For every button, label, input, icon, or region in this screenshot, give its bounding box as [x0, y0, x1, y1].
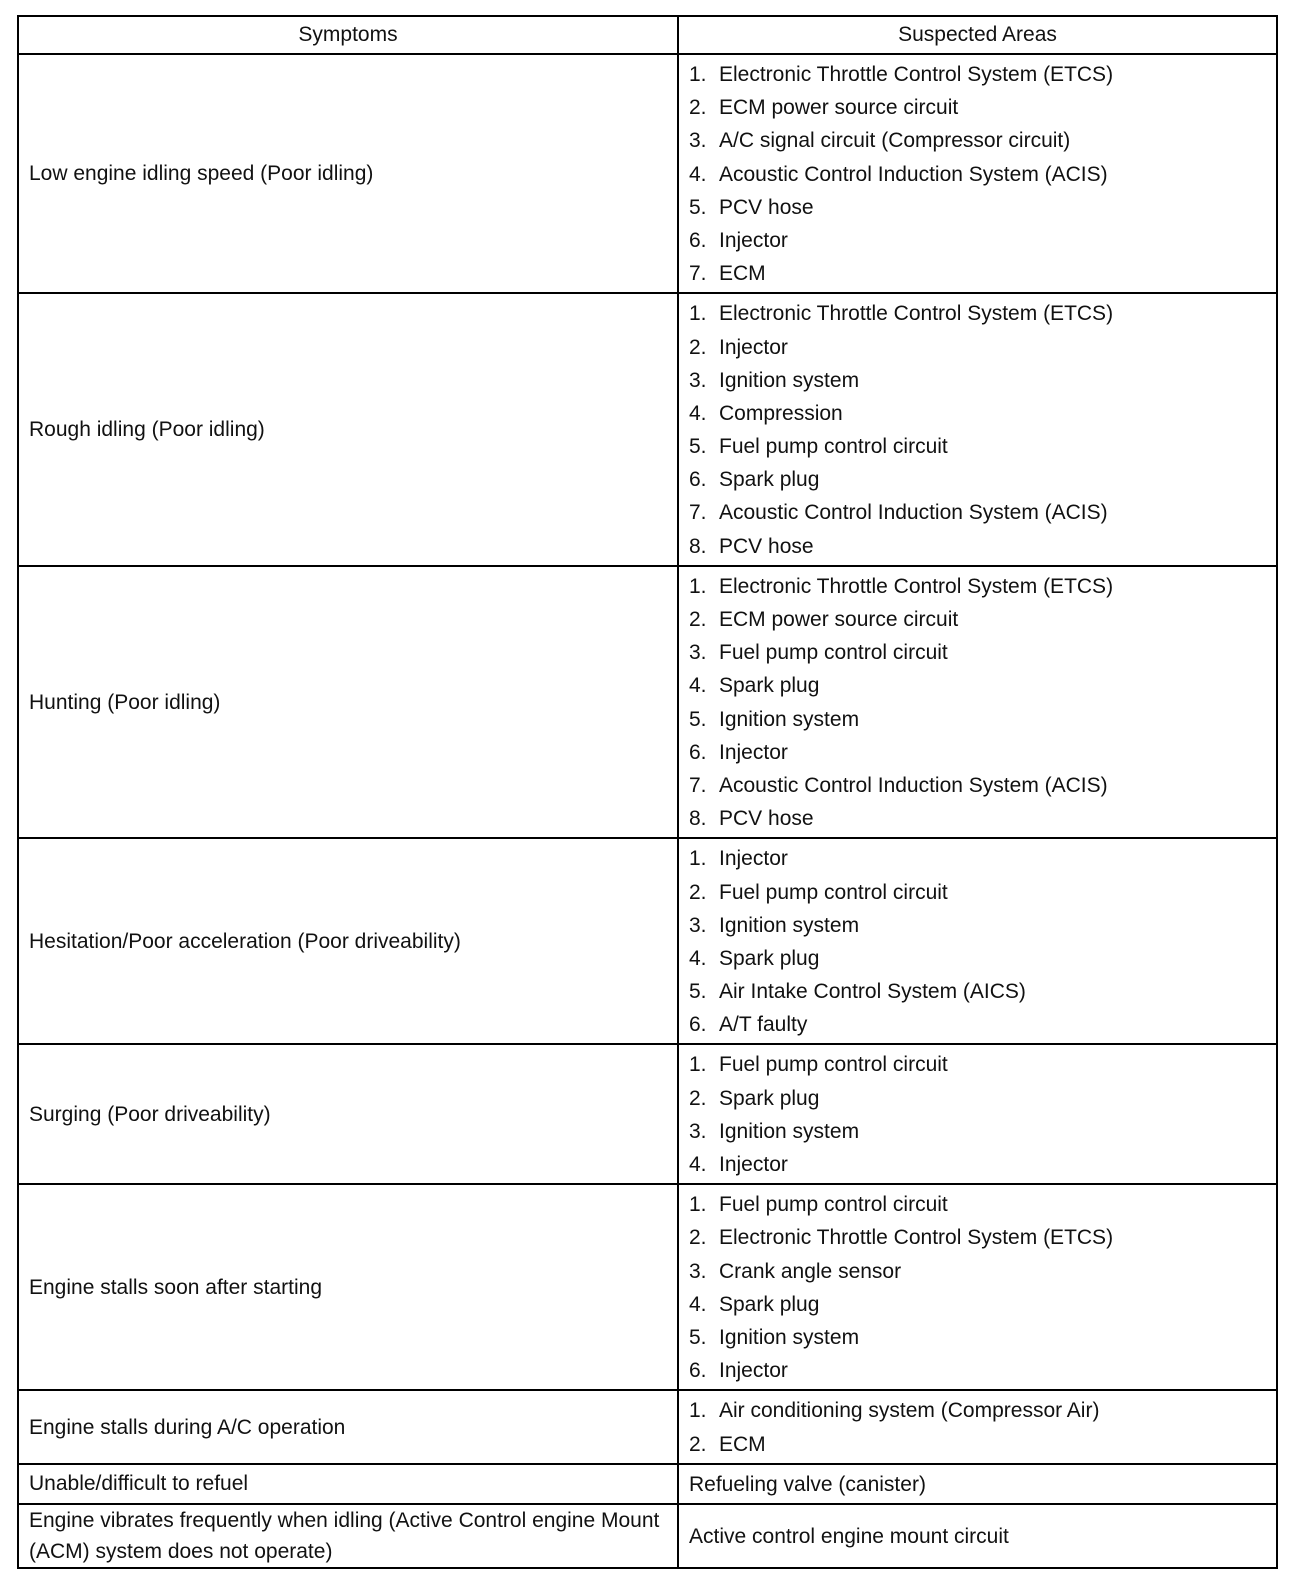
suspected-areas-cell	[678, 566, 1277, 839]
item-text: Spark plug	[719, 1086, 820, 1110]
item-number: 3.	[689, 641, 707, 665]
item-number: 2.	[689, 1086, 707, 1110]
item-number: 2.	[689, 335, 707, 359]
table-row	[18, 54, 1277, 293]
table-row	[18, 838, 1277, 1044]
item-number: 4.	[689, 1153, 707, 1176]
item-number: 4.	[689, 674, 707, 698]
suspected-area-item	[689, 570, 1266, 603]
item-number: 8.	[689, 807, 707, 831]
item-text: Ignition system	[719, 707, 860, 731]
table-row	[18, 1390, 1277, 1463]
item-number: 6.	[689, 1013, 707, 1037]
item-number: 7.	[689, 262, 707, 286]
item-text: Acoustic Control Induction System (ACIS)	[719, 773, 1108, 797]
suspected-areas-cell	[678, 54, 1277, 293]
item-text: Electronic Throttle Control System (ETCS)	[719, 302, 1114, 326]
table-row	[18, 566, 1277, 839]
item-number: 4.	[689, 1292, 707, 1316]
item-text: Electronic Throttle Control System (ETCS)	[719, 63, 1114, 86]
item-text: Acoustic Control Induction System (ACIS)	[719, 162, 1108, 186]
item-text: ECM	[719, 262, 766, 286]
suspected-area-item	[689, 1148, 1266, 1181]
item-text: Injector	[719, 228, 788, 252]
suspected-area-item	[689, 463, 1266, 496]
symptom-cell: Low engine idling speed (Poor idling)	[18, 54, 678, 293]
suspected-area-item	[689, 364, 1266, 397]
item-text: Ignition system	[719, 1119, 860, 1143]
item-text: Injector	[719, 847, 788, 871]
symptom-cell: Surging (Poor driveability)	[18, 1044, 678, 1184]
suspected-area-item	[689, 942, 1266, 975]
suspected-area-item	[689, 975, 1266, 1008]
suspected-areas-cell	[678, 1044, 1277, 1184]
item-number: 1.	[689, 1399, 707, 1423]
suspected-area-item	[689, 876, 1266, 909]
item-number: 2.	[689, 1226, 707, 1250]
item-text: Electronic Throttle Control System (ETCS)	[719, 574, 1114, 598]
item-number: 1.	[689, 1053, 707, 1077]
suspected-areas-cell	[678, 1390, 1277, 1463]
item-number: 5.	[689, 435, 707, 459]
item-number: 2.	[689, 1432, 707, 1456]
item-text: Injector	[719, 740, 788, 764]
symptom-table	[17, 15, 1278, 1569]
item-text: Ignition system	[719, 913, 860, 937]
suspected-area-item	[689, 1008, 1266, 1041]
suspected-area-item	[689, 1354, 1266, 1387]
item-text: PCV hose	[719, 807, 814, 831]
suspected-area-item	[689, 1188, 1266, 1221]
item-number: 3.	[689, 368, 707, 392]
item-text: Fuel pump control circuit	[719, 880, 948, 904]
item-number: 3.	[689, 913, 707, 937]
suspected-area-item	[689, 257, 1266, 290]
item-number: 3.	[689, 1259, 707, 1283]
item-text: A/C signal circuit (Compressor circuit)	[719, 129, 1071, 153]
suspected-area-item	[689, 1048, 1266, 1081]
item-number: 3.	[689, 1119, 707, 1143]
suspected-area-item	[689, 1082, 1266, 1115]
item-text: Air conditioning system (Compressor Air)	[719, 1399, 1100, 1423]
item-text: Injector	[719, 1359, 788, 1383]
item-number: 2.	[689, 96, 707, 120]
header-row	[18, 16, 1277, 54]
suspected-areas-cell: Refueling valve (canister)	[678, 1464, 1277, 1504]
suspected-area-item	[689, 669, 1266, 702]
item-text: Spark plug	[719, 1292, 820, 1316]
symptom-cell: Engine stalls during A/C operation	[18, 1390, 678, 1463]
item-number: 2.	[689, 880, 707, 904]
suspected-area-item	[689, 58, 1266, 91]
item-number: 1.	[689, 63, 707, 86]
table-row	[18, 1044, 1277, 1184]
suspected-area-item	[689, 636, 1266, 669]
header-symptoms: Symptoms	[18, 16, 678, 54]
item-text: Spark plug	[719, 468, 820, 492]
item-number: 5.	[689, 980, 707, 1004]
suspected-area-item	[689, 1288, 1266, 1321]
item-text: Fuel pump control circuit	[719, 641, 948, 665]
item-text: Acoustic Control Induction System (ACIS)	[719, 501, 1108, 525]
item-text: A/T faulty	[719, 1013, 808, 1037]
item-text: Injector	[719, 335, 788, 359]
item-text: Fuel pump control circuit	[719, 1053, 948, 1077]
suspected-area-item	[689, 331, 1266, 364]
suspected-area-item	[689, 769, 1266, 802]
item-number: 1.	[689, 574, 707, 598]
item-number: 4.	[689, 401, 707, 425]
item-text: ECM power source circuit	[719, 96, 959, 120]
suspected-area-item	[689, 909, 1266, 942]
table-row	[18, 1464, 1277, 1504]
suspected-areas-cell	[678, 1184, 1277, 1390]
table-body	[18, 54, 1277, 1568]
suspected-area-item	[689, 1221, 1266, 1254]
item-text: Fuel pump control circuit	[719, 1193, 948, 1217]
item-text: ECM power source circuit	[719, 608, 959, 631]
item-number: 7.	[689, 773, 707, 797]
suspected-area-item	[689, 496, 1266, 529]
item-number: 6.	[689, 228, 707, 252]
suspected-area-item	[689, 158, 1266, 191]
suspected-area-item	[689, 1321, 1266, 1354]
suspected-area-item	[689, 703, 1266, 736]
item-number: 8.	[689, 534, 707, 558]
item-text: Injector	[719, 1153, 788, 1176]
symptom-cell: Rough idling (Poor idling)	[18, 293, 678, 566]
symptom-cell: Engine vibrates frequently when idling (Active Control engine Mount (ACM) system does not operate)	[18, 1504, 678, 1568]
suspected-area-item	[689, 1115, 1266, 1148]
suspected-area-item	[689, 603, 1266, 636]
suspected-areas-cell	[678, 293, 1277, 566]
symptom-cell: Hesitation/Poor acceleration (Poor driveability)	[18, 838, 678, 1044]
item-text: Electronic Throttle Control System (ETCS)	[719, 1226, 1114, 1250]
symptom-cell: Unable/difficult to refuel	[18, 1464, 678, 1504]
item-number: 6.	[689, 468, 707, 492]
suspected-area-item	[689, 297, 1266, 330]
item-number: 6.	[689, 740, 707, 764]
suspected-area-item	[689, 1255, 1266, 1288]
suspected-area-item	[689, 224, 1266, 257]
suspected-area-item	[689, 802, 1266, 835]
item-number: 4.	[689, 162, 707, 186]
item-text: PCV hose	[719, 195, 814, 219]
suspected-area-item	[689, 1394, 1266, 1427]
item-text: Compression	[719, 401, 843, 425]
item-number: 3.	[689, 129, 707, 153]
item-number: 1.	[689, 1193, 707, 1217]
suspected-area-item	[689, 842, 1266, 875]
item-number: 5.	[689, 195, 707, 219]
item-text: Ignition system	[719, 1325, 860, 1349]
item-text: Spark plug	[719, 674, 820, 698]
item-number: 1.	[689, 302, 707, 326]
table-row	[18, 293, 1277, 566]
item-number: 5.	[689, 707, 707, 731]
suspected-area-item	[689, 91, 1266, 124]
item-text: Crank angle sensor	[719, 1259, 902, 1283]
suspected-areas-cell	[678, 838, 1277, 1044]
item-number: 2.	[689, 608, 707, 631]
item-text: Air Intake Control System (AICS)	[719, 980, 1026, 1004]
suspected-area-item	[689, 736, 1266, 769]
symptom-cell: Hunting (Poor idling)	[18, 566, 678, 839]
item-text: ECM	[719, 1432, 766, 1456]
item-text: PCV hose	[719, 534, 814, 558]
header-suspected-areas: Suspected Areas	[678, 16, 1277, 54]
suspected-area-item	[689, 1428, 1266, 1461]
table-row	[18, 1184, 1277, 1390]
suspected-area-item	[689, 430, 1266, 463]
item-number: 4.	[689, 946, 707, 970]
suspected-area-item	[689, 191, 1266, 224]
suspected-area-item	[689, 530, 1266, 563]
suspected-areas-cell: Active control engine mount circuit	[678, 1504, 1277, 1568]
table-row	[18, 1504, 1277, 1568]
item-number: 1.	[689, 847, 707, 871]
suspected-area-item	[689, 397, 1266, 430]
item-number: 6.	[689, 1359, 707, 1383]
suspected-area-item	[689, 124, 1266, 157]
item-text: Fuel pump control circuit	[719, 435, 948, 459]
item-text: Spark plug	[719, 946, 820, 970]
item-number: 7.	[689, 501, 707, 525]
symptom-cell: Engine stalls soon after starting	[18, 1184, 678, 1390]
item-text: Ignition system	[719, 368, 860, 392]
item-number: 5.	[689, 1325, 707, 1349]
